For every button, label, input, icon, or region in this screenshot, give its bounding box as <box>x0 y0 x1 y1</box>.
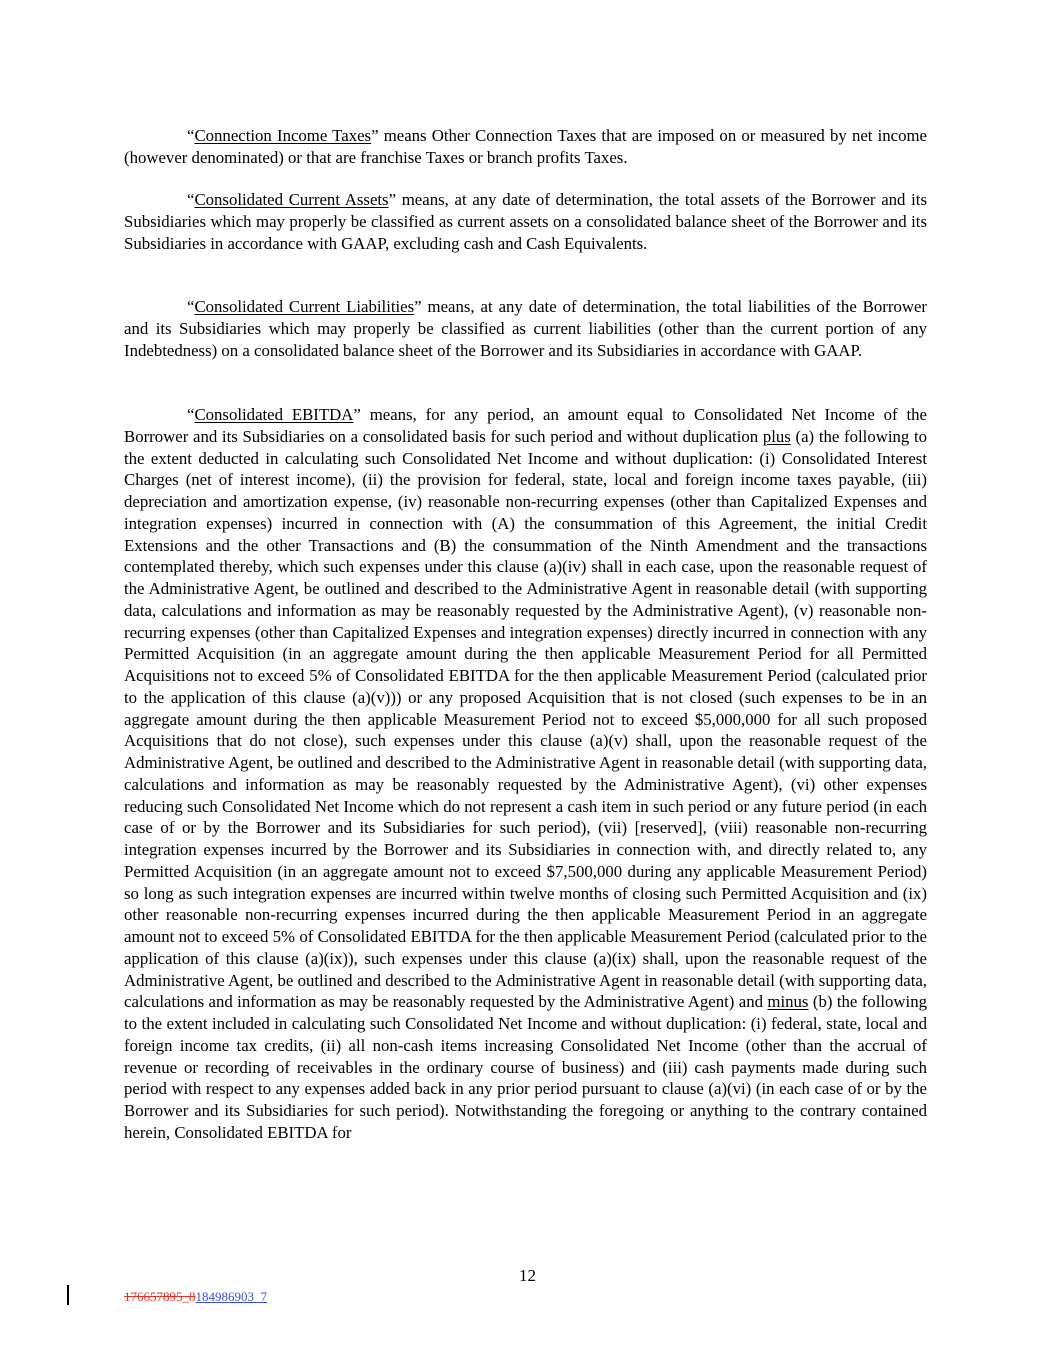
definition-consolidated-current-liabilities <box>124 296 927 361</box>
plus-keyword: plus <box>762 426 791 446</box>
inserted-doc-id: 184986903_7 <box>195 1289 267 1304</box>
defined-term: Consolidated EBITDA <box>194 405 354 424</box>
open-quote: “ <box>187 297 195 316</box>
definition-text: (b) the following to the extent included in calculating such Consolidated Net Income and without duplication: (i) federal, state, local and foreign income tax credits, (ii) all non-cash items increasing Consolidated Net Income (other than the accrual of revenue or recording of receivables in the ordinary course of business) and (iii) cash payments made during such period with respect to any expenses added back in any prior period pursuant to clause (a)(vi) (in each case of or by the Borrower and its Subsidiaries for such period). Notwithstanding the foregoing or anything to the contrary contained herein, Consolidated EBITDA for <box>124 992 927 1142</box>
definition-text: ” means, for any period, an amount equal to Consolidated Net Income of the Borrower and its Subsidiaries on a consolidated basis for such period and without duplication <box>124 405 927 446</box>
open-quote: “ <box>187 405 195 424</box>
open-quote: “ <box>187 126 195 145</box>
defined-term: Consolidated Current Liabilities <box>194 297 415 316</box>
open-quote: “ <box>187 190 195 209</box>
definition-consolidated-ebitda <box>124 404 927 1144</box>
deleted-doc-id: 176657895_8 <box>124 1289 196 1304</box>
defined-term: Connection Income Taxes <box>194 126 372 145</box>
definition-consolidated-current-assets <box>124 189 927 254</box>
document-id-footer <box>124 1289 267 1305</box>
definition-connection-income-taxes <box>124 125 927 169</box>
defined-term: Consolidated Current Assets <box>194 190 389 209</box>
definition-text: ” means, at any date of determination, the total assets of the Borrower and its Subsidiaries which may properly be classified as current assets on a consolidated balance sheet of the Borrower and its Subsidiaries in accordance with GAAP, excluding cash and Cash Equivalents. <box>124 190 928 253</box>
definition-text: ” means Other Connection Taxes that are imposed on or measured by net income (however denominated) or that are franchise Taxes or branch profits Taxes. <box>124 126 928 167</box>
definition-text: (a) the following to the extent deducted in calculating such Consolidated Net Income and without duplication: (i) Consolidated Interest Charges (net of interest income), (ii) the provision for federal, state, local and foreign income taxes payable, (iii) depreciation and amortization expense, (iv) reasonable non-recurring expenses (other than Capitalized Expenses and integration expenses) incurred in connection with (A) the consummation of this Agreement, the initial Credit Extensions and the other Transactions and (B) the consummation of the Ninth Amendment and the transactions contemplated thereby, which such expenses under this clause (a)(iv) shall in each case, upon the reasonable request of the Administrative Agent, be outlined and described to the Administrative Agent in reasonable detail (with supporting data, calculations and information as may be reasonably requested by the Administrative Agent), (v) reasonable non-recurring expenses (other than Capitalized Expenses and integration expenses) directly incurred in connection with any Permitted Acquisition (in an aggregate amount during the then applicable Measurement Period for all Permitted Acquisitions not to exceed 5% of Consolidated EBITDA for the then applicable Measurement Period (calculated prior to the application of this clause (a)(v))) or any proposed Acquisition that is not closed (such expenses to be in an aggregate amount during the then applicable Measurement Period not to exceed $5,000,000 for all such proposed Acquisitions that do not close), such expenses under this clause (a)(v) shall, upon the reasonable request of the Administrative Agent, be outlined and described to the Administrative Agent in reasonable detail (with supporting data, calculations and information as may be reasonably requested by the Administrative Agent), (vi) other expenses reducing such Consolidated Net Income which do not represent a cash item in such period or any future period (in each case of or by the Borrower and its Subsidiaries for such period), (vii) [reserved], (viii) reasonable non-recurring integration expenses incurred by the Borrower and its Subsidiaries in connection with, and directly related to, any Permitted Acquisition (in an aggregate amount not to exceed $7,500,000 during any applicable Measurement Period) so long as such integration expenses are incurred within twelve months of closing such Permitted Acquisition and (ix) other reasonable non-recurring expenses incurred during the then applicable Measurement Period in an aggregate amount not to exceed 5% of Consolidated EBITDA for the then applicable Measurement Period (calculated prior to the application of this clause (a)(ix)), such expenses under this clause (a)(ix) shall, upon the reasonable request of the Administrative Agent, be outlined and described to the Administrative Agent in reasonable detail (with supporting data, calculations and information as may be reasonably requested by the Administrative Agent) and <box>124 426 928 1012</box>
definition-text: ” means, at any date of determination, the total liabilities of the Borrower and its Subsidiaries which may properly be classified as current liabilities (other than the current portion of any Indebtedness) on a consolidated balance sheet of the Borrower and its Subsidiaries in accordance with GAAP. <box>124 297 927 360</box>
page-number: 12 <box>519 1266 536 1285</box>
minus-keyword: minus <box>767 992 809 1012</box>
revision-change-bar <box>67 1285 69 1305</box>
